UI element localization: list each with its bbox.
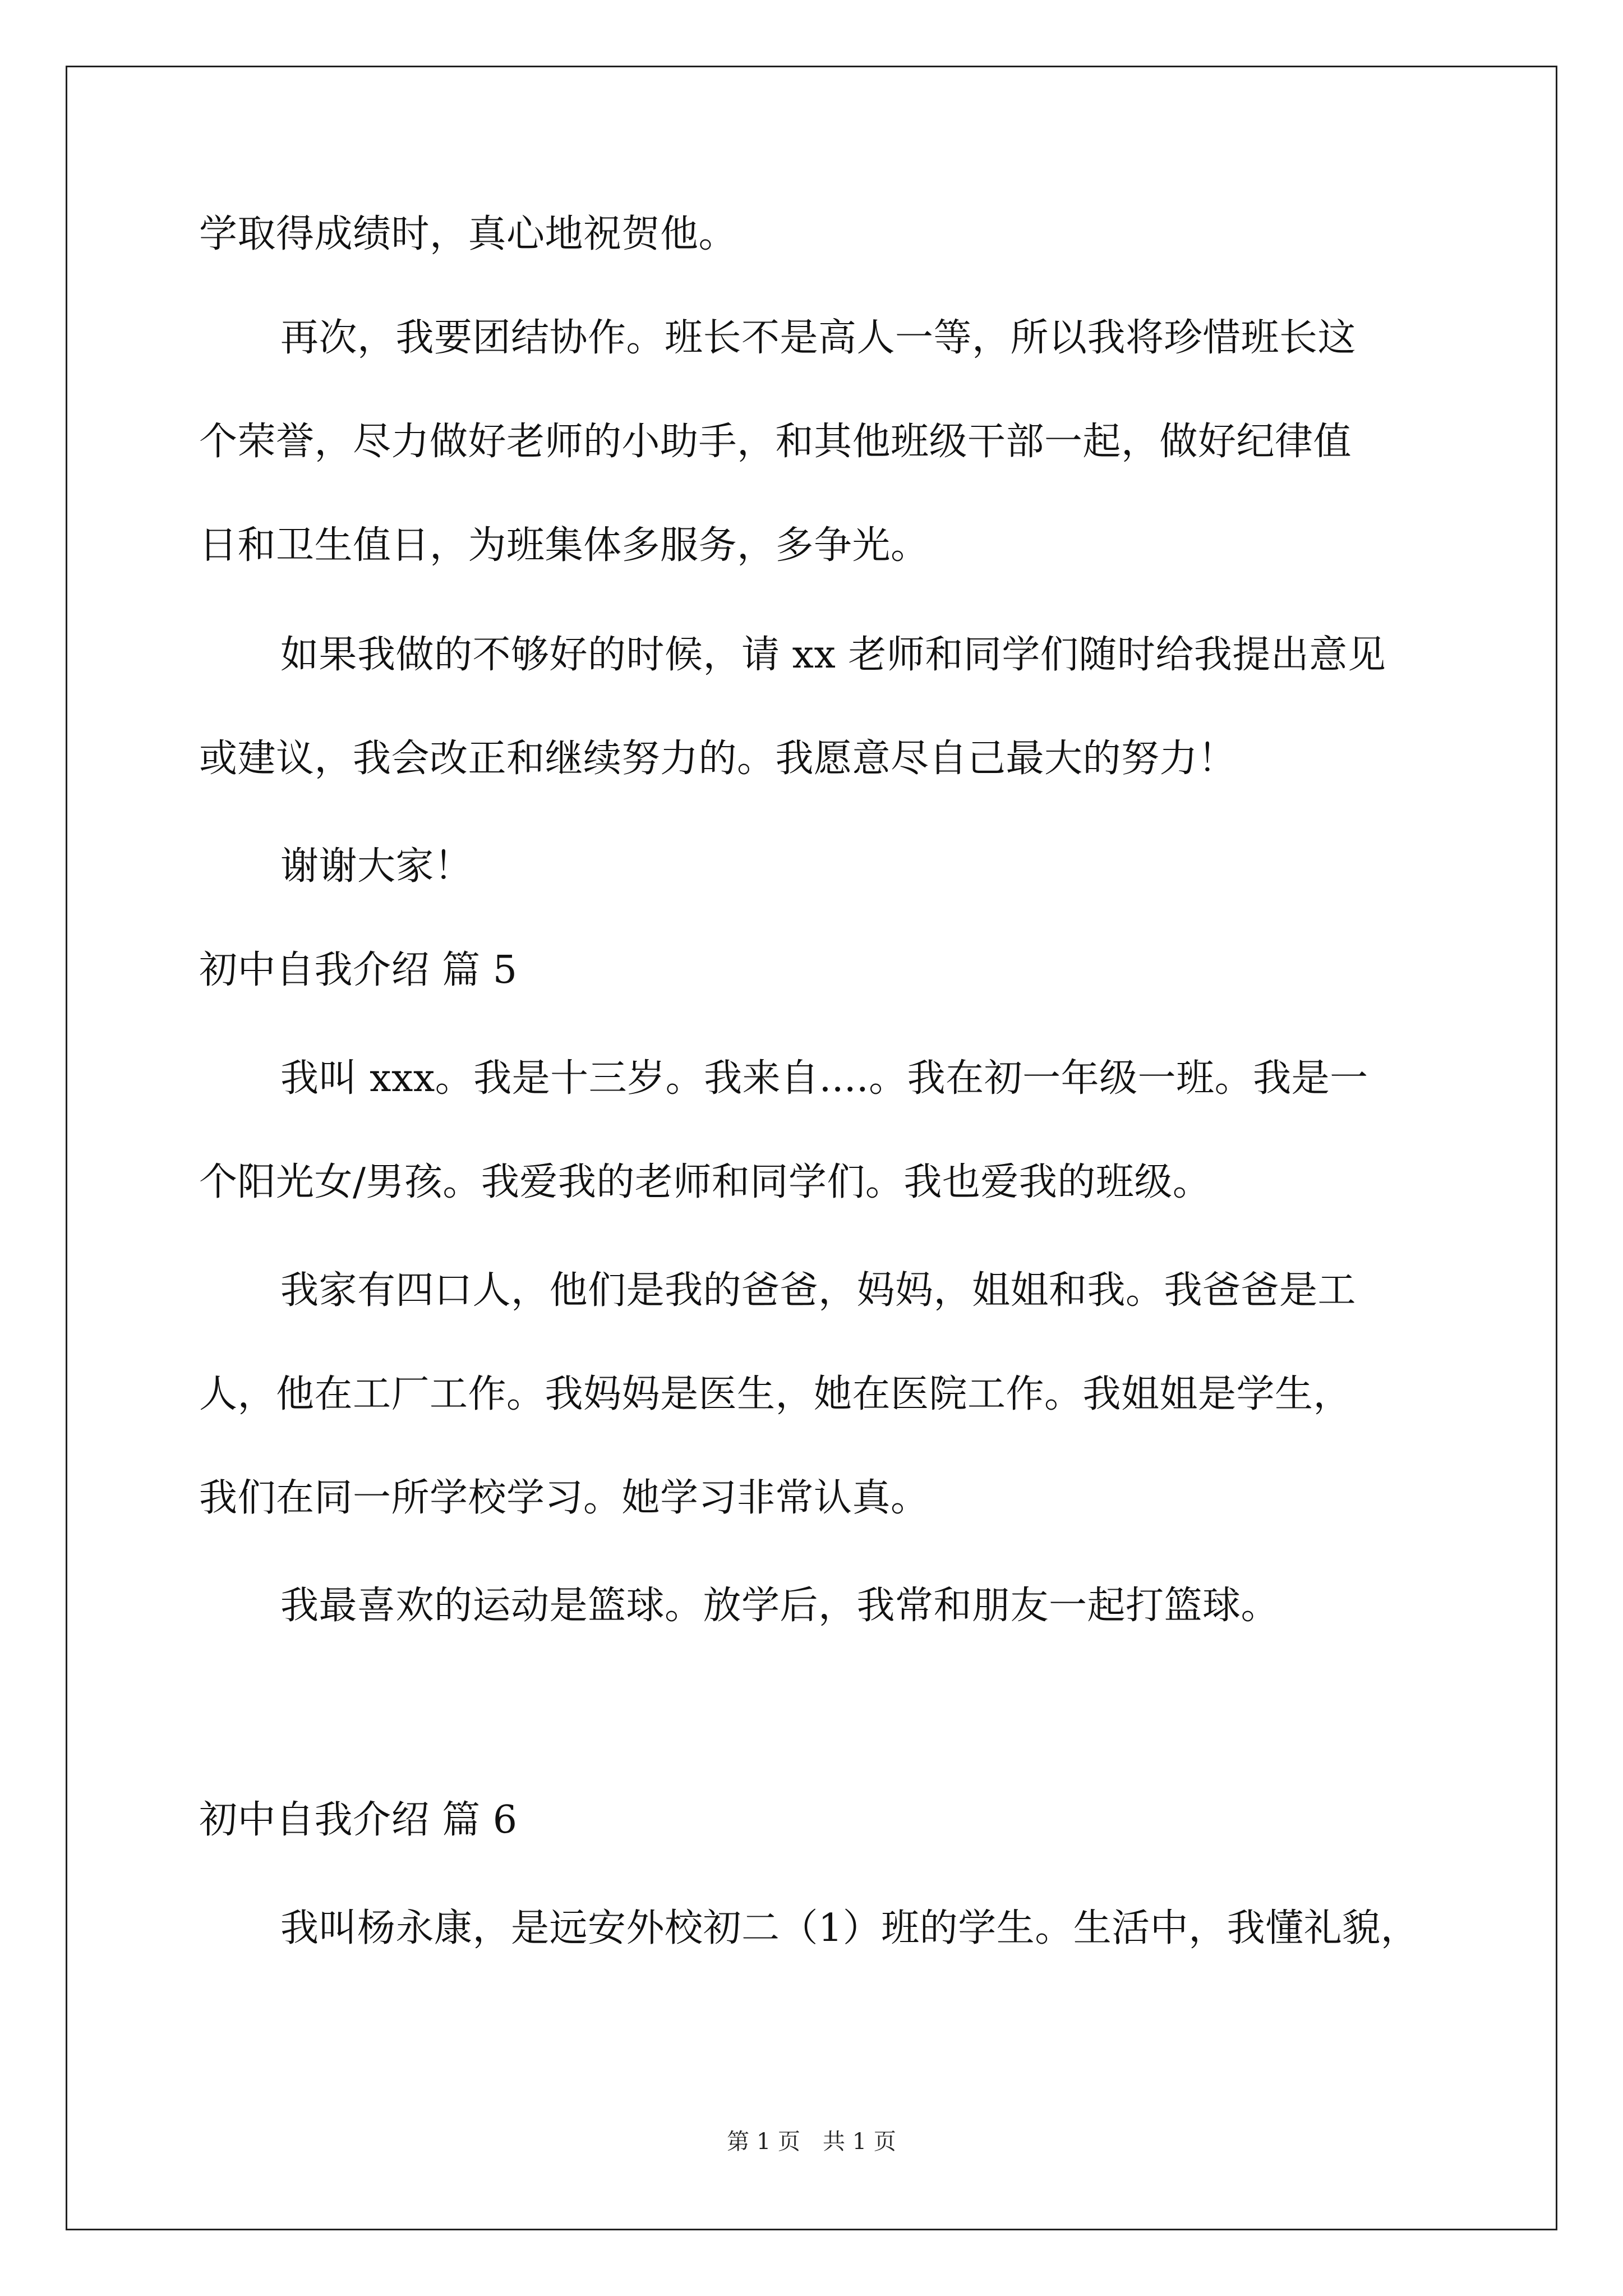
- paragraph-line: 我最喜欢的运动是篮球。放学后，我常和朋友一起打篮球。: [280, 1584, 1280, 1628]
- section-heading: 初中自我介绍 篇 6: [199, 1798, 518, 1842]
- paragraph-line: 如果我做的不够好的时候，请 xx 老师和同学们随时给我提出意见: [280, 633, 1386, 677]
- paragraph-line: 日和卫生值日，为班集体多服务，多争光。: [199, 523, 929, 568]
- paragraph-line: 我们在同一所学校学习。她学习非常认真。: [199, 1476, 929, 1520]
- section-heading: 初中自我介绍 篇 5: [199, 948, 518, 992]
- page-number-footer: 第 1 页 共 1 页: [727, 2129, 896, 2155]
- paragraph-line: 学取得成绩时，真心地祝贺他。: [199, 212, 737, 256]
- paragraph-line: 再次，我要团结协作。班长不是高人一等，所以我将珍惜班长这: [280, 316, 1357, 360]
- paragraph-line: 我叫 xxx。我是十三岁。我来自....。我在初一年级一班。我是一: [280, 1056, 1368, 1101]
- paragraph-line: 个阳光女/男孩。我爱我的老师和同学们。我也爱我的班级。: [199, 1160, 1211, 1204]
- paragraph-line: 谢谢大家！: [280, 844, 473, 889]
- paragraph-line: 人，他在工厂工作。我妈妈是医生，她在医院工作。我姐姐是学生，: [199, 1372, 1352, 1416]
- paragraph-line: 我家有四口人，他们是我的爸爸，妈妈，姐姐和我。我爸爸是工: [280, 1268, 1357, 1313]
- paragraph-line: 个荣誉，尽力做好老师的小助手，和其他班级干部一起，做好纪律值: [199, 420, 1352, 464]
- paragraph-line: 或建议，我会改正和继续努力的。我愿意尽自己最大的努力！: [199, 737, 1237, 781]
- paragraph-line: 我叫杨永康，是远安外校初二（1）班的学生。生活中，我懂礼貌，: [280, 1906, 1419, 1950]
